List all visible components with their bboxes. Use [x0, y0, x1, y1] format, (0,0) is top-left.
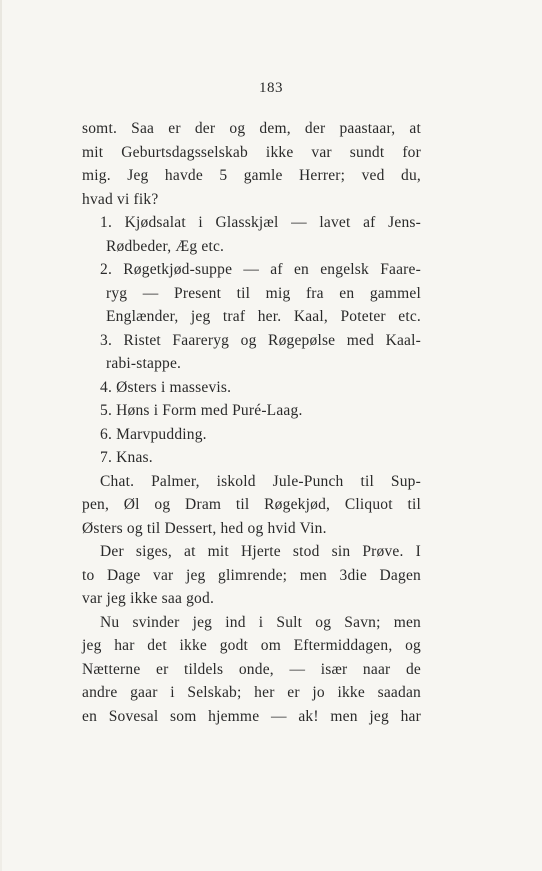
menu-item-line: 7. Knas. [100, 449, 153, 466]
menu-item-line: 2. Røgetkjød-suppe — af en engelsk Faare- [100, 261, 421, 278]
text-line: to Dage var jeg glimrende; men 3die Dagen [82, 566, 421, 584]
text-line: mig. Jeg havde 5 gamle Herrer; ved du, [82, 167, 421, 184]
text-line: Nætterne er tildels onde, — især naar de [82, 660, 421, 678]
text-line: hvad vi fik? [82, 190, 159, 208]
body-text [82, 117, 421, 728]
text-line: andre gaar i Selskab; her er jo ikke saadan [82, 684, 421, 701]
menu-item-line: Englænder, jeg traf her. Kaal, Poteter etc. [106, 308, 421, 325]
text-line: en Sovesal som hjemme — ak! men jeg har [82, 707, 421, 725]
page-edge-shadow [0, 0, 2, 871]
text-line: mit Geburtsdagsselskab ikke var sundt for [82, 143, 421, 161]
menu-item-line: 5. Høns i Form med Puré-Laag. [100, 402, 303, 419]
menu-item-line: rabi-stappe. [106, 355, 182, 372]
text-line: Østers og til Dessert, hed og hvid Vin. [82, 519, 327, 537]
menu-item-line: 1. Kjødsalat i Glasskjæl — lavet af Jens- [100, 214, 421, 231]
menu-item-line: 3. Ristet Faareryg og Røgepølse med Kaal- [100, 331, 421, 349]
text-line: Chat. Palmer, iskold Jule-Punch til Sup- [100, 472, 421, 490]
menu-item-line: ryg — Present til mig fra en gammel [106, 284, 421, 302]
text-line: Nu svinder jeg ind i Sult og Savn; men [100, 613, 421, 631]
text-line: pen, Øl og Dram til Røgekjød, Cliquot til [82, 496, 421, 513]
text-line: var jeg ikke saa god. [82, 590, 215, 607]
menu-item-line: Rødbeder, Æg etc. [106, 237, 225, 255]
menu-item-line: 6. Marvpudding. [100, 425, 207, 443]
page-number: 183 [259, 80, 283, 96]
menu-item-line: 4. Østers i massevis. [100, 378, 232, 396]
text-line: jeg har det ikke godt om Eftermiddagen, og [82, 637, 421, 654]
text-line: somt. Saa er der og dem, der paastaar, at [82, 120, 421, 137]
text-line: Der siges, at mit Hjerte stod sin Prøve. I [100, 543, 421, 560]
